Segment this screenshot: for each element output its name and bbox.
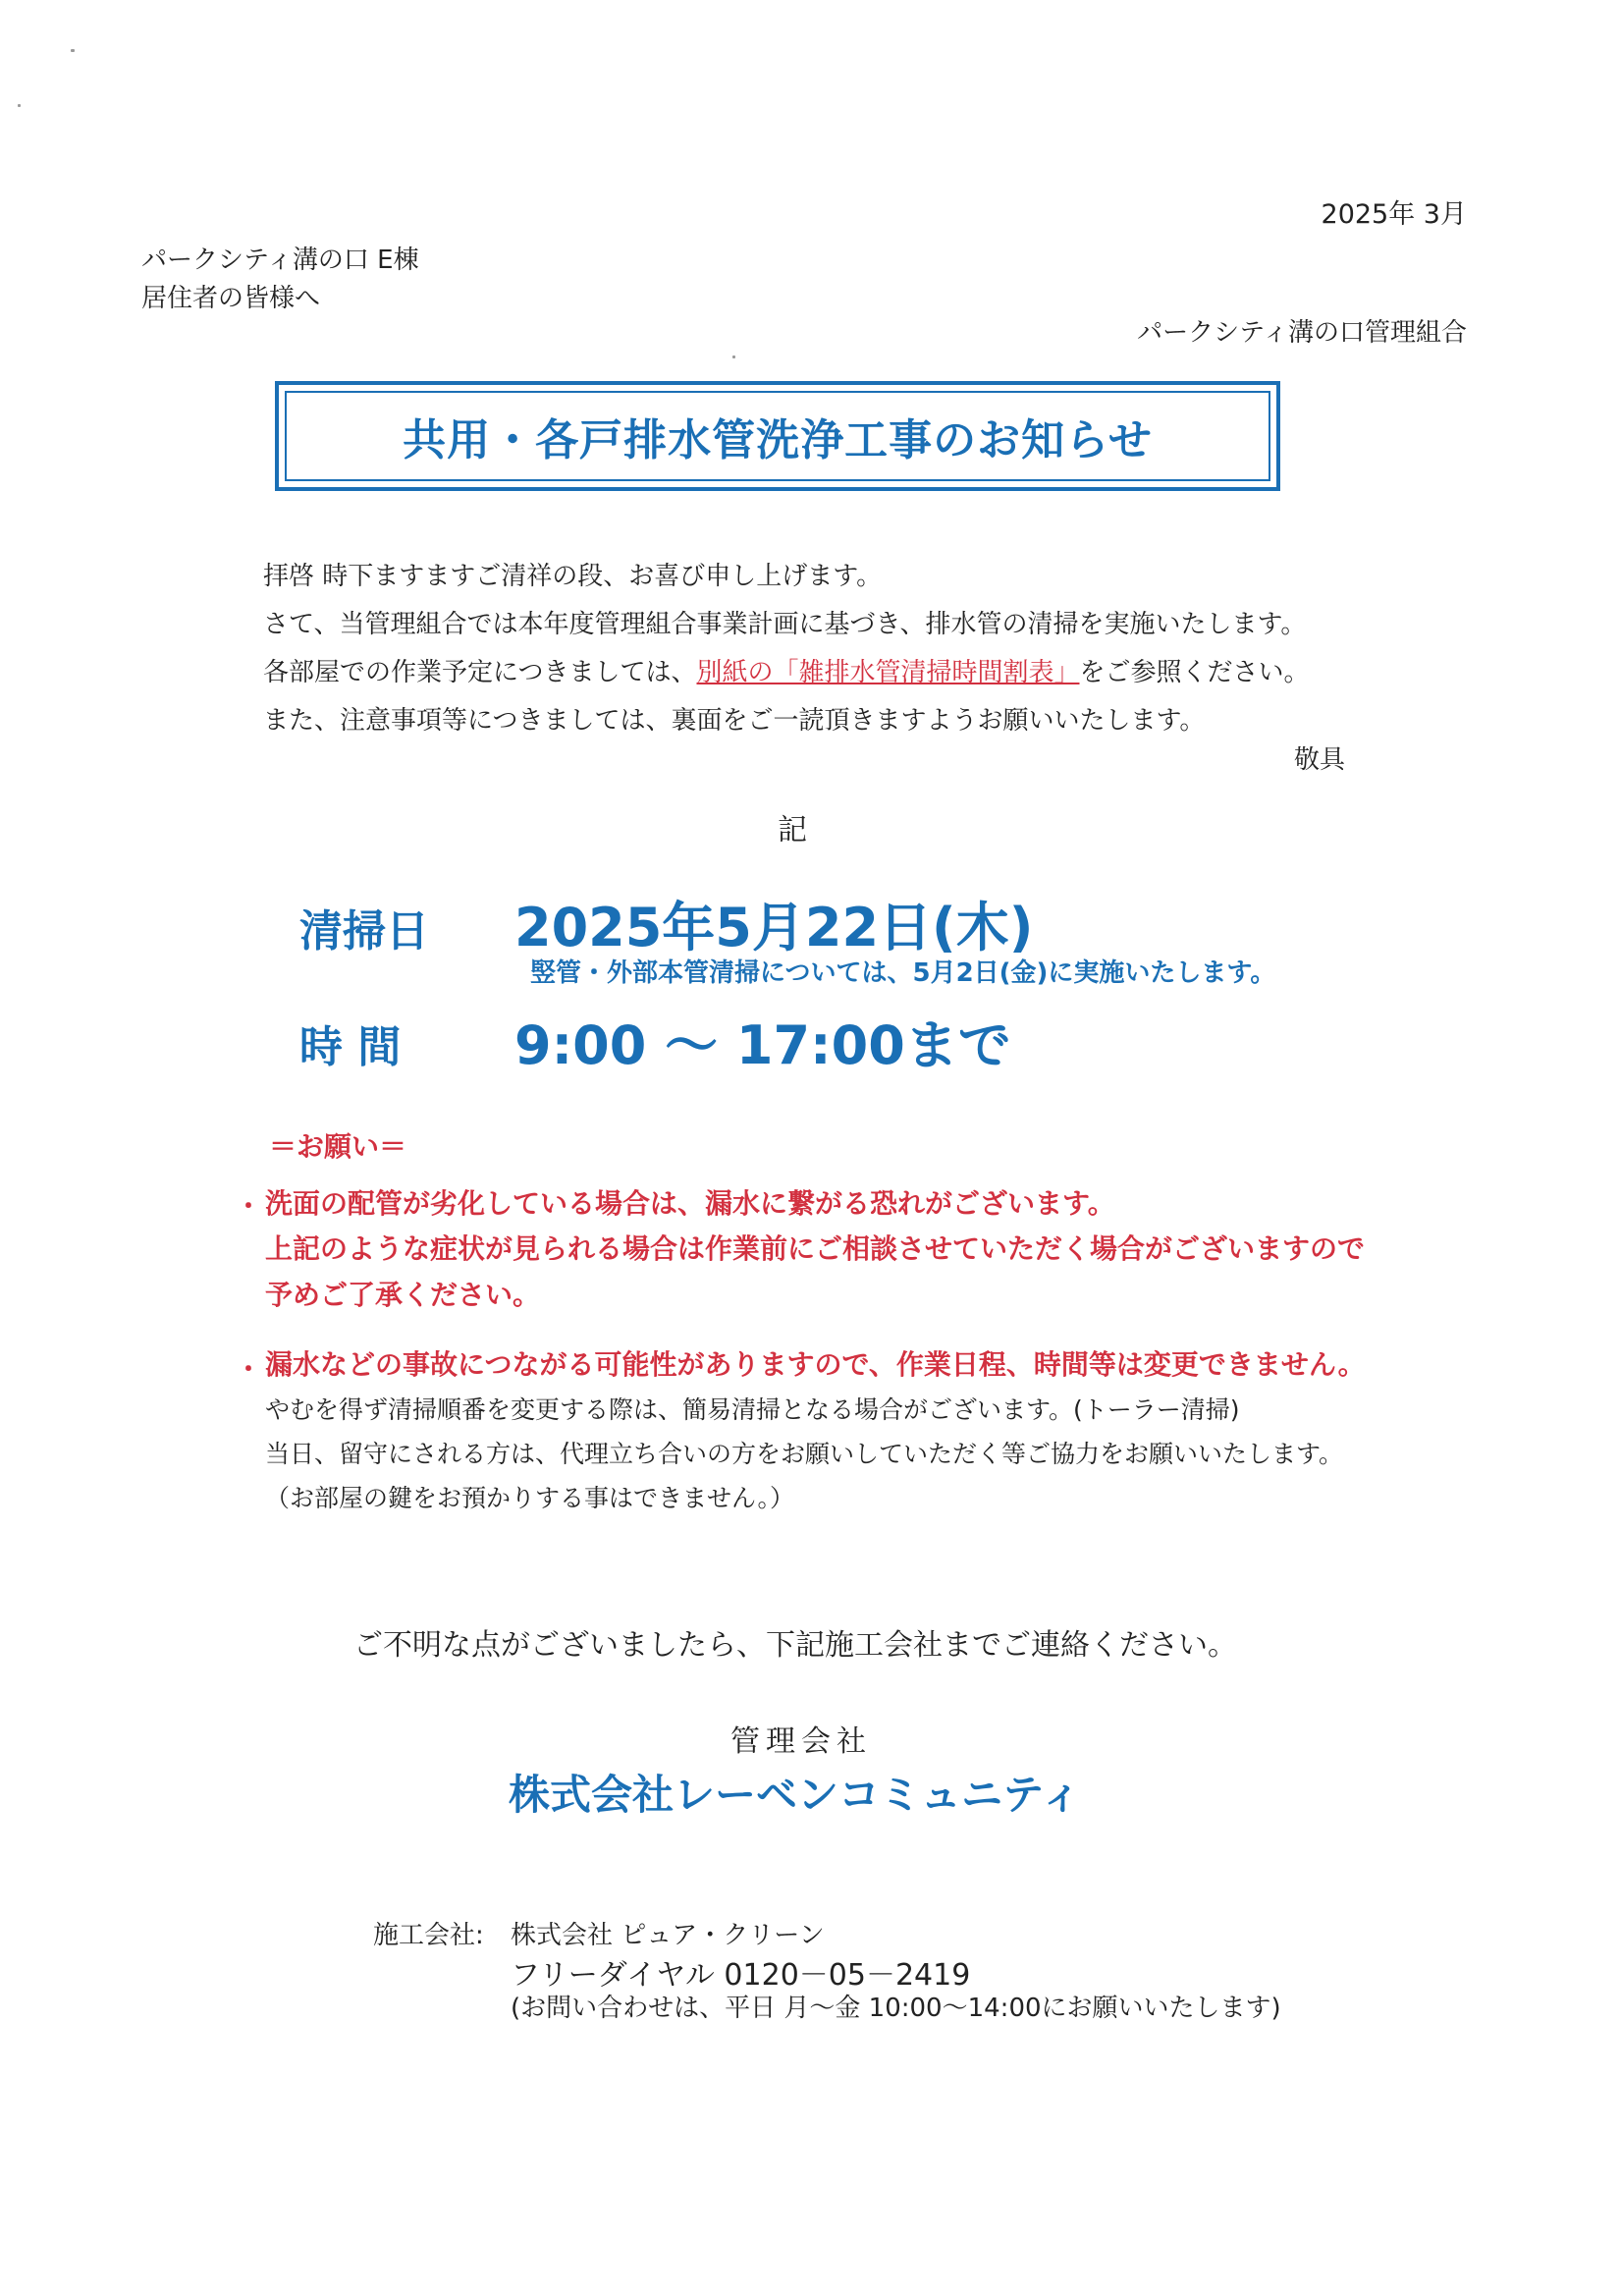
notice-title: 共用・各戸排水管洗浄工事のお知らせ [285, 391, 1270, 481]
body-notes-reference: また、注意事項等につきましては、裏面をご一読頂きますようお願いいたします。 [263, 706, 1206, 736]
request-1-line-3: 予めご了承ください。 [265, 1279, 541, 1311]
requests-heading: ＝お願い＝ [269, 1130, 407, 1163]
bullet-mark: ・ [236, 1355, 262, 1385]
request-2-note-2: 当日、留守にされる方は、代理立ち合いの方をお願いしていただく等ご協力をお願いいたします。 [265, 1440, 1344, 1468]
title-frame [275, 381, 1280, 491]
time-label: 時 間 [299, 1022, 402, 1072]
closing-phrase: 敬具 [1293, 745, 1345, 775]
scan-speck [732, 355, 735, 358]
body-schedule-suffix: をご参照ください。 [1079, 658, 1310, 687]
addressee-building: パークシティ溝の口 E棟 [141, 246, 419, 275]
management-label: 管理会社 [730, 1724, 872, 1759]
scan-speck [71, 49, 75, 52]
notice-date: 2025年 3月 [1321, 199, 1467, 230]
time-value: 9:00 ～ 17:00まで [514, 1014, 1011, 1076]
bullet-mark: ・ [236, 1192, 262, 1222]
timetable-reference: 別紙の「雑排水管清掃時間割表」 [696, 658, 1080, 687]
cleaning-date-label: 清掃日 [299, 906, 429, 957]
management-company-name: 株式会社レーベンコミュニティ [509, 1771, 1082, 1819]
request-1-line-2: 上記のような症状が見られる場合は作業前にご相談させていただく場合がございますので [265, 1232, 1366, 1265]
request-1-line-1: 洗面の配管が劣化している場合は、漏水に繋がる恐れがございます。 [265, 1187, 1115, 1220]
request-2-note-3: （お部屋の鍵をお預かりする事はできません。） [265, 1484, 795, 1512]
body-greeting: 拝啓 時下ますますご清祥の段、お喜び申し上げます。 [263, 562, 883, 591]
scan-speck [18, 104, 21, 107]
cleaning-date-value: 2025年5月22日(木) [514, 897, 1034, 958]
vertical-pipe-note: 竪管・外部本管清掃については、5月2日(金)に実施いたします。 [530, 958, 1276, 988]
ki-heading: 記 [778, 813, 807, 847]
body-schedule-reference [263, 652, 1310, 688]
contractor-phone: フリーダイヤル 0120－05－2419 [511, 1958, 971, 1993]
sender-association: パークシティ溝の口管理組合 [1137, 318, 1467, 348]
body-schedule-prefix: 各部屋での作業予定につきましては、 [263, 658, 697, 687]
body-purpose: さて、当管理組合では本年度管理組合事業計画に基づき、排水管の清掃を実施いたします。 [263, 610, 1307, 639]
request-2-line-1: 漏水などの事故につながる可能性がありますので、作業日程、時間等は変更できません。 [265, 1348, 1366, 1381]
contractor-hours: (お問い合わせは、平日 月～金 10:00～14:00にお願いいたします) [511, 1994, 1281, 2023]
addressee-residents: 居住者の皆様へ [141, 284, 321, 313]
contact-message: ご不明な点がございましたら、下記施工会社までご連絡ください。 [353, 1628, 1237, 1663]
request-2-note-1: やむを得ず清掃順番を変更する際は、簡易清掃となる場合がございます。(トーラー清掃) [265, 1395, 1240, 1424]
contractor-name: 株式会社 ピュア・クリーン [511, 1921, 825, 1950]
contractor-label: 施工会社: [373, 1921, 484, 1950]
